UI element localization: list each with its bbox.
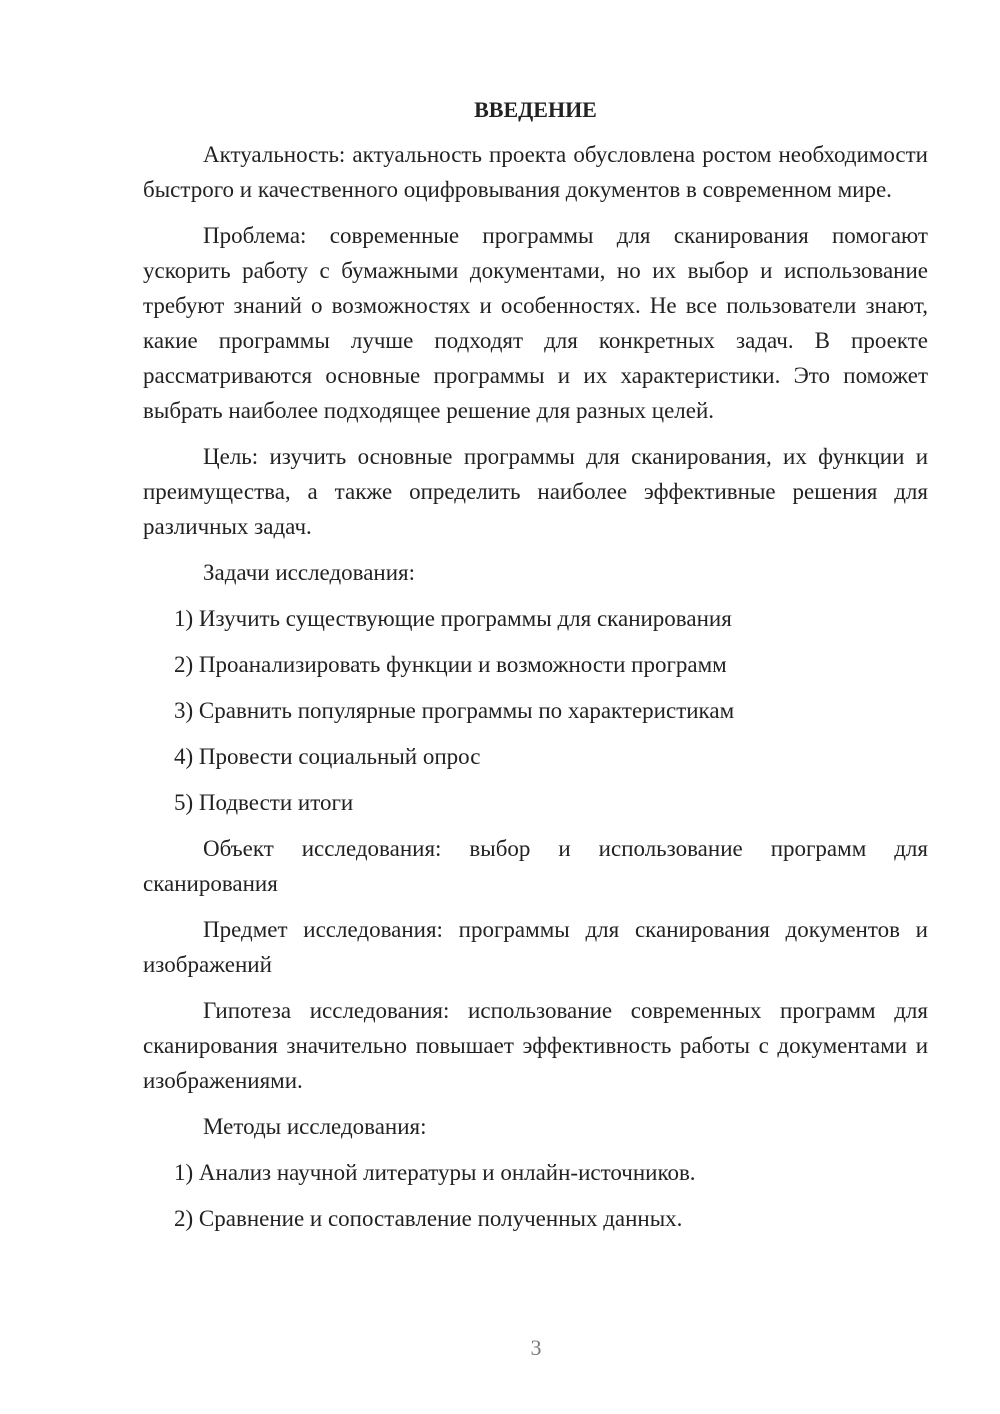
task-item: 1) Изучить существующие программы для сканирования [174, 606, 732, 631]
problem-paragraph: Проблема: современные программы для сканирования помогают ускорить работу с бумажными документами, но их выбор и использование требуют знаний о возможностях и особенностях. Не все пользователи знают, какие программы лучше подходят для конкретных задач. В проекте рассматриваются основные программы и их характеристики. Это поможет выбрать наиболее подходящее решение для разных целей. [143, 223, 928, 423]
tasks-heading: Задачи исследования: [203, 560, 416, 585]
method-item: 2) Сравнение и сопоставление полученных данных. [174, 1206, 683, 1231]
method-item: 1) Анализ научной литературы и онлайн-источников. [174, 1160, 696, 1185]
page-content [143, 92, 928, 1247]
task-item: 4) Провести социальный опрос [174, 744, 481, 769]
subject-paragraph: Предмет исследования: программы для сканирования документов и изображений [143, 917, 928, 977]
hypothesis-paragraph: Гипотеза исследования: использование современных программ для сканирования значительно повышает эффективность работы с документами и изображениями. [143, 998, 928, 1093]
methods-heading: Методы исследования: [203, 1114, 427, 1139]
relevance-paragraph: Актуальность: актуальность проекта обусловлена ростом необходимости быстрого и качественного оцифровывания документов в современном мире. [143, 142, 928, 202]
task-item: 2) Проанализировать функции и возможности программ [174, 652, 727, 677]
goal-paragraph: Цель: изучить основные программы для сканирования, их функции и преимущества, а также определить наиболее эффективные решения для различных задач. [143, 444, 928, 539]
page-title: ВВЕДЕНИЕ [474, 97, 597, 122]
page-number: 3 [530, 1335, 542, 1360]
object-paragraph: Объект исследования: выбор и использование программ для сканирования [143, 836, 928, 896]
task-item: 3) Сравнить популярные программы по характеристикам [174, 698, 735, 723]
task-item: 5) Подвести итоги [174, 790, 354, 815]
